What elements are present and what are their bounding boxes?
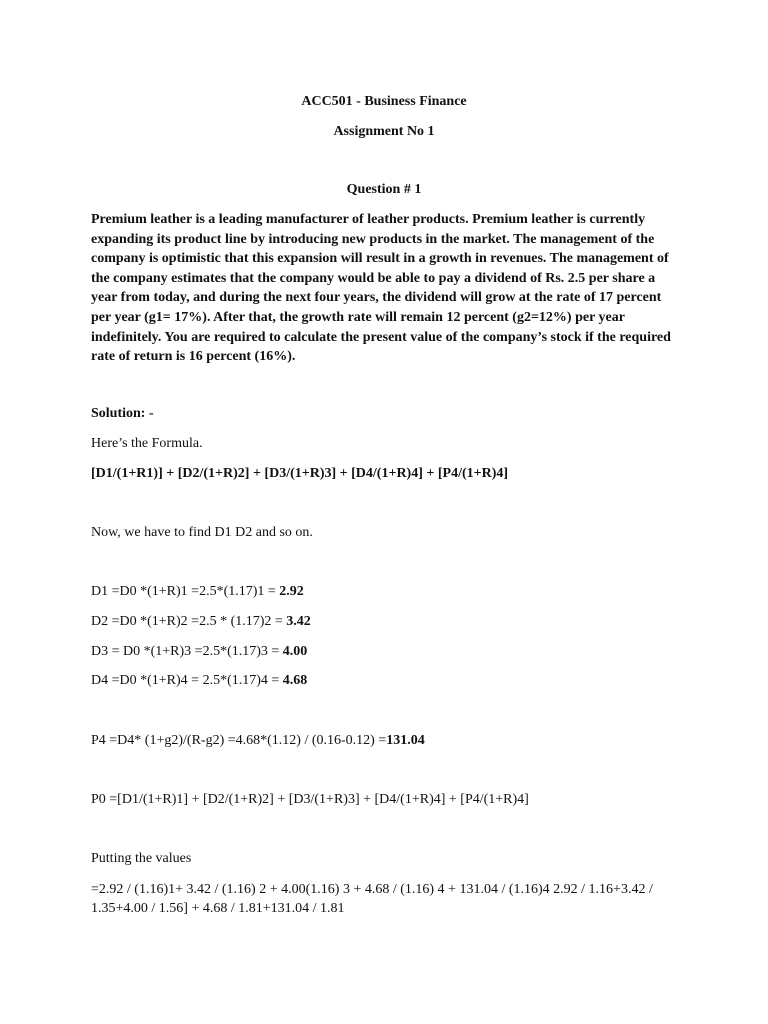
d4-line bbox=[91, 673, 307, 689]
d4-result: 4.68 bbox=[282, 673, 308, 688]
question-heading: Question # 1 bbox=[346, 182, 422, 197]
d3-expression: D3 = D0 *(1+R)3 =2.5*(1.17)3 = bbox=[91, 644, 283, 659]
d4-expression: D4 =D0 *(1+R)4 = 2.5*(1.17)4 = bbox=[91, 673, 283, 688]
p0-formula: P0 =[D1/(1+R)1] + [D2/(1+R)2] + [D3/(1+R)3] + [D4/(1+R)4] + [P4/(1+R)4] bbox=[91, 792, 529, 807]
d1-result: 2.92 bbox=[279, 584, 304, 599]
d1-line bbox=[91, 584, 304, 600]
values-calculation: =2.92 / (1.16)1+ 3.42 / (1.16) 2 + 4.00(1.16) 3 + 4.68 / (1.16) 4 + 131.04 / (1.16)4 2.92 / 1.16+3.42 / 1.35+4.00 / 1.56] + 4.68 / 1.81+131.04 / 1.81 bbox=[91, 882, 653, 916]
d2-line bbox=[91, 614, 311, 630]
formula-intro: Here’s the Formula. bbox=[91, 436, 203, 451]
formula: [D1/(1+R1)] + [D2/(1+R)2] + [D3/(1+R)3] + [D4/(1+R)4] + [P4/(1+R)4] bbox=[91, 466, 509, 481]
p4-result: 131.04 bbox=[386, 733, 425, 748]
question-text: Premium leather is a leading manufacturer of leather products. Premium leather is currently expanding its product line by introducing new products in the market. The management of the company is optimistic that this expansion will result in a growth in revenues. The management of the company estimates that the company would be able to pay a dividend of Rs. 2.5 per share a year from today, and during the next four years, the dividend will grow at the rate of 17 percent per year (g1= 17%). After that, the growth rate will remain 12 percent (g2=12%) per year indefinitely. You are required to calculate the present value of the company’s stock if the required rate of return is 16 percent (16%). bbox=[91, 212, 671, 365]
now-text: Now, we have to find D1 D2 and so on. bbox=[91, 525, 313, 540]
d2-expression: D2 =D0 *(1+R)2 =2.5 * (1.17)2 = bbox=[91, 614, 287, 629]
p4-line bbox=[91, 733, 425, 749]
d3-result: 4.00 bbox=[282, 644, 308, 659]
putting-values-label: Putting the values bbox=[91, 851, 192, 866]
d2-result: 3.42 bbox=[286, 614, 311, 629]
p4-expression: P4 =D4* (1+g2)/(R-g2) =4.68*(1.12) / (0.16-0.12) = bbox=[91, 733, 387, 748]
d1-expression: D1 =D0 *(1+R)1 =2.5*(1.17)1 = bbox=[91, 584, 280, 599]
d3-line bbox=[91, 644, 307, 660]
document-title: ACC501 - Business Finance bbox=[301, 94, 467, 109]
solution-label: Solution: - bbox=[91, 406, 154, 421]
document-subtitle: Assignment No 1 bbox=[333, 124, 435, 139]
